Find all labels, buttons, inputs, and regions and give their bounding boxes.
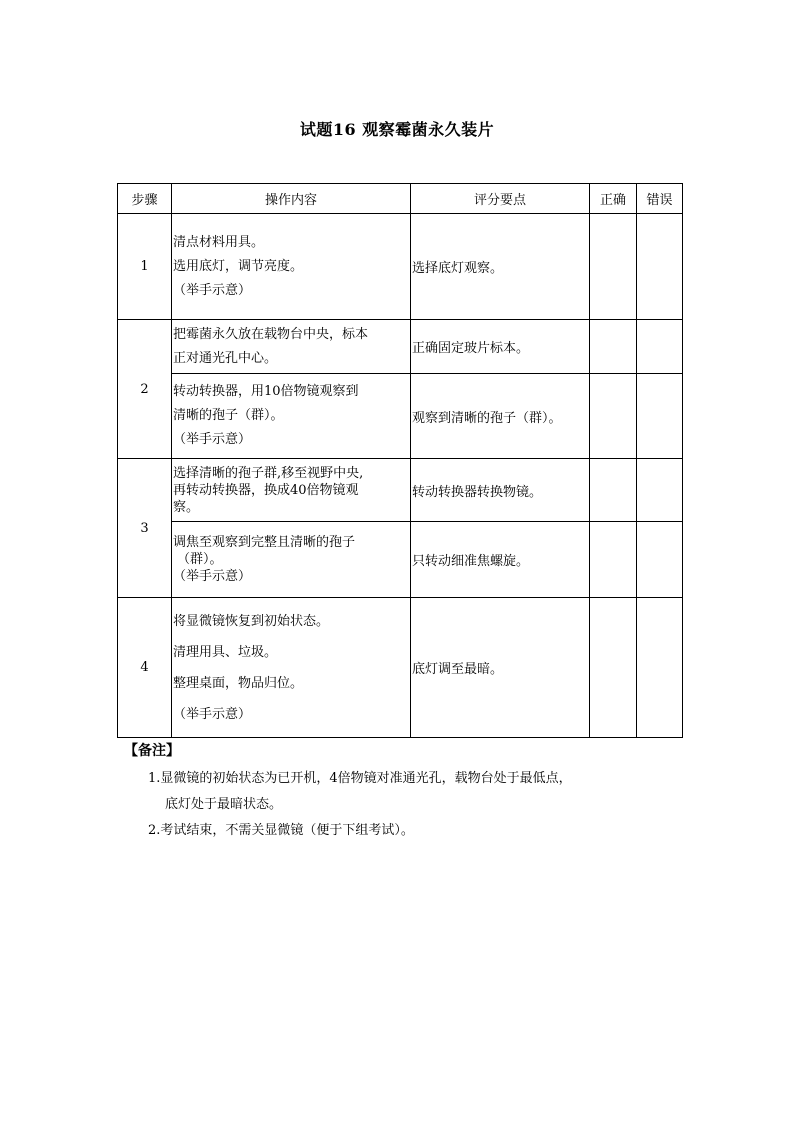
step-number: 1 <box>118 214 172 320</box>
header-scoring-point: 评分要点 <box>411 184 590 214</box>
header-step: 步骤 <box>118 184 172 214</box>
scoring-table <box>117 183 683 738</box>
correct-mark-cell <box>590 598 637 738</box>
note-text-continued: 底灯处于最暗状态。 <box>165 797 283 812</box>
operation-line: 调焦至观察到完整且清晰的孢子 <box>173 535 356 550</box>
note-text: 2.考试结束，不需关显微镜（便于下组考试）。 <box>148 823 414 838</box>
wrong-mark-cell <box>637 214 683 320</box>
operation-cell <box>172 459 411 522</box>
scoring-point-cell: 观察到清晰的孢子（群）。 <box>411 374 590 459</box>
wrong-mark-cell <box>637 459 683 522</box>
operation-line: 再转动转换器，换成40倍物镜观 <box>173 482 359 498</box>
operation-line: 将显微镜恢复到初始状态。 <box>173 613 330 629</box>
table-row <box>118 522 683 598</box>
operation-line: 清理用具、垃圾。 <box>173 644 278 660</box>
correct-mark-cell <box>590 374 637 459</box>
operation-line: （举手示意） <box>173 282 252 298</box>
operation-line: 整理桌面，物品归位。 <box>173 675 304 691</box>
operation-line: （举手示意） <box>173 569 252 584</box>
header-operation: 操作内容 <box>172 184 411 214</box>
scoring-point-cell: 只转动细准焦螺旋。 <box>411 522 590 598</box>
note-item <box>148 818 572 844</box>
scoring-point-cell: 转动转换器转换物镜。 <box>411 459 590 522</box>
table-row <box>118 459 683 522</box>
operation-line: 正对通光孔中心。 <box>173 350 278 366</box>
note-item <box>148 766 572 818</box>
operation-cell <box>172 522 411 598</box>
wrong-mark-cell <box>637 320 683 374</box>
operation-cell <box>172 214 411 320</box>
step-number: 3 <box>118 459 172 598</box>
correct-mark-cell <box>590 522 637 598</box>
table-row <box>118 320 683 374</box>
operation-line: 选用底灯，调节亮度。 <box>173 258 304 274</box>
table-row <box>118 214 683 320</box>
note-text: 1.显微镜的初始状态为已开机，4倍物镜对准通光孔，载物台处于最低点， <box>148 771 572 786</box>
scoring-point-cell: 正确固定玻片标本。 <box>411 320 590 374</box>
wrong-mark-cell <box>637 522 683 598</box>
wrong-mark-cell <box>637 598 683 738</box>
header-correct: 正确 <box>590 184 637 214</box>
operation-line: 清点材料用具。 <box>173 234 265 250</box>
correct-mark-cell <box>590 320 637 374</box>
step-number: 2 <box>118 320 172 459</box>
operation-line: 清晰的孢子（群）。 <box>173 408 284 423</box>
wrong-mark-cell <box>637 374 683 459</box>
operation-line: 选择清晰的孢子群,移至视野中央, <box>173 465 364 481</box>
operation-line: （举手示意） <box>173 706 252 722</box>
header-wrong: 错误 <box>637 184 683 214</box>
page-title: 试题16 观察霉菌永久装片 <box>299 120 495 139</box>
table-row <box>118 374 683 459</box>
operation-cell <box>172 374 411 459</box>
notes-section <box>124 740 572 844</box>
operation-cell <box>172 320 411 374</box>
operation-line: （举手示意） <box>173 432 252 447</box>
correct-mark-cell <box>590 214 637 320</box>
operation-line: （群）。 <box>177 552 223 567</box>
scoring-point-cell: 选择底灯观察。 <box>411 214 590 320</box>
step-number: 4 <box>118 598 172 738</box>
correct-mark-cell <box>590 459 637 522</box>
notes-heading: 【备注】 <box>124 743 180 759</box>
operation-line: 察。 <box>173 499 200 515</box>
table-header-row <box>118 184 683 214</box>
operation-cell <box>172 598 411 738</box>
scoring-point-cell: 底灯调至最暗。 <box>411 598 590 738</box>
table-row <box>118 598 683 738</box>
operation-line: 把霉菌永久放在载物台中央，标本 <box>173 326 369 342</box>
operation-line: 转动转换器，用10倍物镜观察到 <box>173 384 359 399</box>
